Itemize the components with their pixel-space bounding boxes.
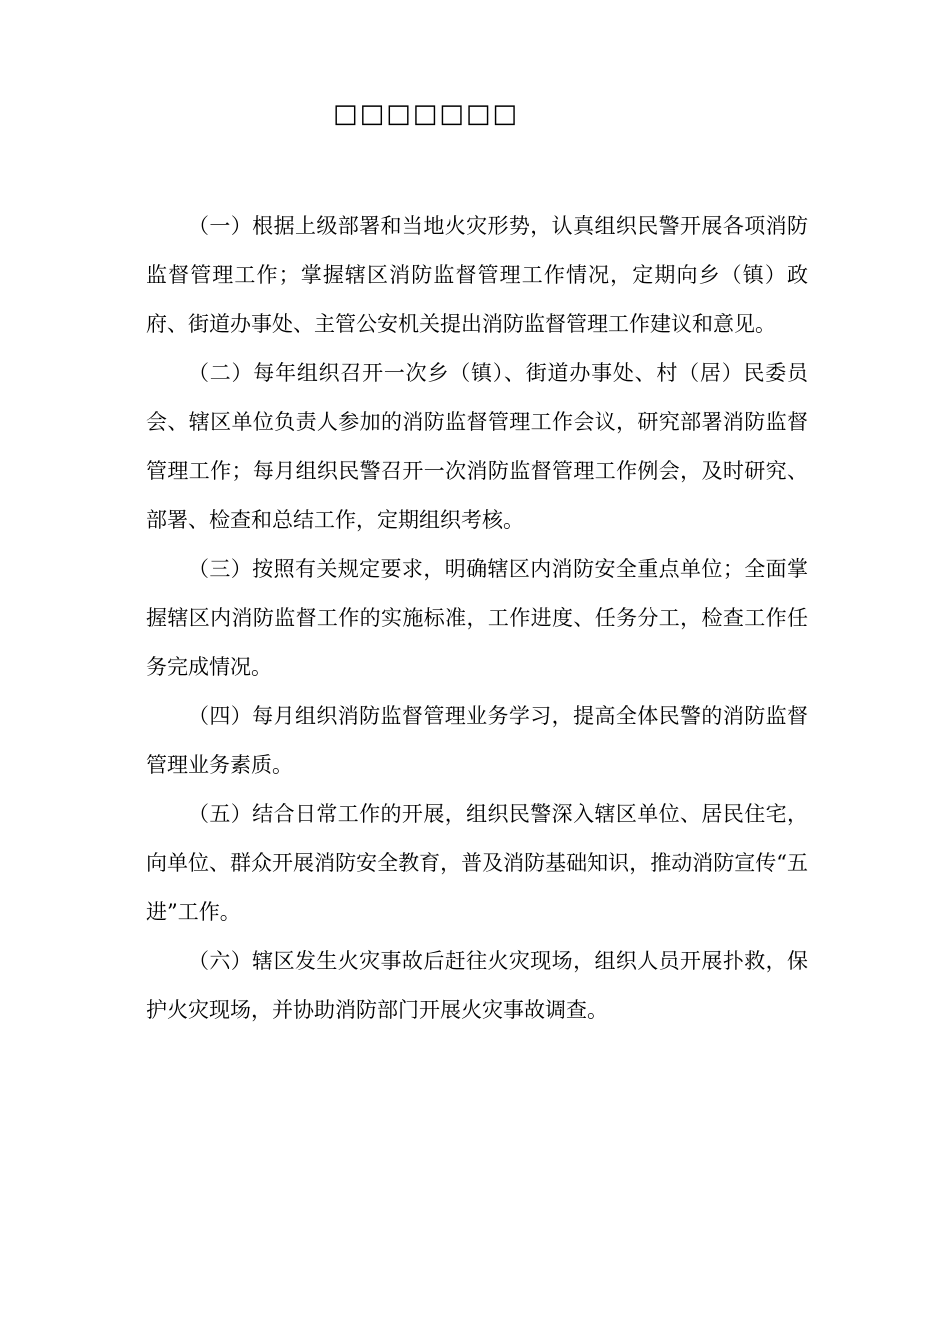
paragraph-1: （一）根据上级部署和当地火灾形势，认真组织民警开展各项消防监督管理工作；掌握辖区消防监督管理工作情况，定期向乡（镇）政府、街道办事处、主管公安机关提出消防监督管理工作建议和意见。 — [146, 214, 808, 336]
paragraph-6: （六）辖区发生火灾事故后赶往火灾现场，组织人员开展扑救，保护火灾现场，并协助消防部门开展火灾事故调查。 — [146, 949, 808, 1022]
paragraph-5: （五）结合日常工作的开展，组织民警深入辖区单位、居民住宅，向单位、群众开展消防安全教育，普及消防基础知识，推动消防宣传“五进”工作。 — [146, 802, 808, 924]
document-title: □□□□□□□ — [333, 99, 519, 129]
paragraph-4: （四）每月组织消防监督管理业务学习，提高全体民警的消防监督管理业务素质。 — [146, 704, 808, 777]
document-body — [146, 202, 808, 1035]
paragraph-2: （二）每年组织召开一次乡（镇）、街道办事处、村（居）民委员会、辖区单位负责人参加的消防监督管理工作会议，研究部署消防监督管理工作；每月组织民警召开一次消防监督管理工作例会，及时研究、部署、检查和总结工作，定期组织考核。 — [146, 361, 808, 532]
paragraph-3: （三）按照有关规定要求，明确辖区内消防安全重点单位；全面掌握辖区内消防监督工作的实施标准，工作进度、任务分工，检查工作任务完成情况。 — [146, 557, 808, 679]
